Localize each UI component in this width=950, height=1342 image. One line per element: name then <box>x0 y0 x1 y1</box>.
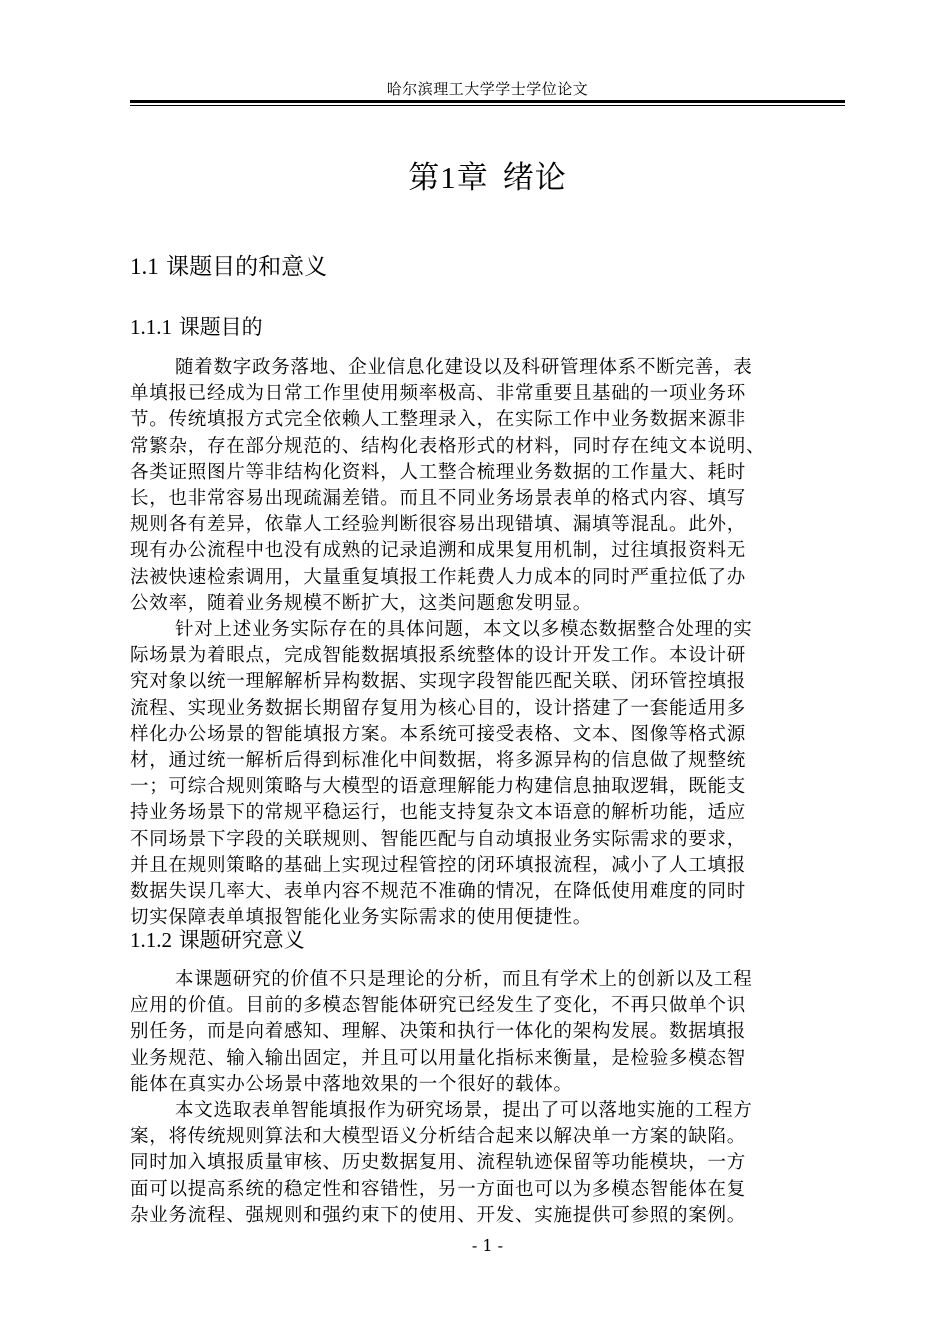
paragraph-line: 法被快速检索调用，大量重复填报工作耗费人力成本的同时严重拉低了办 <box>130 566 747 588</box>
paragraph-line: 别任务，而是向着感知、理解、决策和执行一体化的架构发展。数据填报 <box>130 1021 747 1043</box>
paragraph-line: 单填报已经成为日常工作里使用频率极高、非常重要且基础的一项业务环 <box>130 383 747 405</box>
paragraph-line: 长，也非常容易出现疏漏差错。而且不同业务场景表单的格式内容、填写 <box>130 487 747 509</box>
paragraph-line: 究对象以统一理解解析异构数据、实现字段智能匹配关联、闭环管控填报 <box>130 671 747 693</box>
section-heading-1-1-2 <box>130 924 305 954</box>
chapter-name: 绪论 <box>502 160 567 196</box>
paragraph-line: 能体在真实办公场景中落地效果的一个很好的载体。 <box>130 1073 573 1095</box>
paragraph-line: 同时加入填报质量审核、历史数据复用、流程轨迹保留等功能模块，一方 <box>130 1152 747 1174</box>
paragraph-line: 本文选取表单智能填报作为研究场景，提出了可以落地实施的工程方 <box>175 1100 753 1121</box>
section-title: 课题目的和意义 <box>166 254 328 280</box>
paragraph-line: 样化办公场景的智能填报方案。本系统可接受表格、文本、图像等格式源 <box>130 723 747 745</box>
section-title: 课题目的 <box>178 315 263 339</box>
paragraph-line: 案，将传统规则算法和大模型语义分析结合起来以解决单一方案的缺陷。 <box>130 1126 747 1148</box>
paragraph-line: 一；可综合规则策略与大模型的语意理解能力构建信息抽取逻辑，既能支 <box>130 776 747 798</box>
paragraph-line: 切实保障表单填报智能化业务实际需求的使用便捷性。 <box>130 907 593 929</box>
paragraph-line: 各类证照图片等非结构化资料，人工整合梳理业务数据的工作量大、耗时 <box>130 461 747 483</box>
header-rule-thick <box>130 100 845 103</box>
paragraph-purpose-1 <box>130 355 845 617</box>
paragraph-line: 际场景为着眼点，完成智能数据填报系统整体的设计开发工作。本设计研 <box>130 645 747 667</box>
paragraph-line: 公效率，随着业务规模不断扩大，这类问题愈发明显。 <box>130 592 593 614</box>
paragraph-line: 常繁杂，存在部分规范的、结构化表格形式的材料，同时存在纯文本说明、 <box>130 435 766 457</box>
section-number: 1.1.2 <box>130 928 172 952</box>
chapter-title <box>130 152 845 197</box>
paragraph-line: 持业务场景下的常规平稳运行，也能支持复杂文本语意的解析功能，适应 <box>130 802 747 824</box>
paragraph-line: 节。传统填报方式完全依赖人工整理录入，在实际工作中业务数据来源非 <box>130 409 747 431</box>
paragraph-line: 规则各有差异，依靠人工经验判断很容易出现错填、漏填等混乱。此外， <box>130 514 747 536</box>
chapter-label: 第1章 <box>408 160 489 195</box>
running-header: 哈尔滨理工大学学士学位论文 <box>386 80 589 98</box>
section-number: 1.1 <box>130 254 159 279</box>
paragraph-line: 本课题研究的价值不只是理论的分析，而且有学术上的创新以及工程 <box>175 969 753 990</box>
paragraph-line: 材，通过统一解析后得到标准化中间数据，将多源异构的信息做了规整统 <box>130 749 747 771</box>
section-heading-1-1 <box>130 248 327 281</box>
paragraph-line: 随着数字政务落地、企业信息化建设以及科研管理体系不断完善，表 <box>175 357 753 378</box>
header-rule-thin <box>130 105 845 106</box>
paragraph-line: 业务规范、输入输出固定，并且可以用量化指标来衡量，是检验多模态智 <box>130 1047 747 1069</box>
paragraph-significance-2 <box>130 1098 845 1229</box>
paragraph-line: 针对上述业务实际存在的具体问题，本文以多模态数据整合处理的实 <box>175 619 753 640</box>
paragraph-purpose-2 <box>130 617 845 931</box>
paragraph-line: 应用的价值。目前的多模态智能体研究已经发生了变化，不再只做单个识 <box>130 995 747 1017</box>
section-number: 1.1.1 <box>130 315 172 339</box>
paragraph-significance-1 <box>130 967 845 1098</box>
page-number: - 1 - <box>471 1236 504 1255</box>
paragraph-line: 现有办公流程中也没有成熟的记录追溯和成果复用机制，过往填报资料无 <box>130 540 747 562</box>
section-heading-1-1-1 <box>130 311 263 341</box>
paragraph-line: 并且在规则策略的基础上实现过程管控的闭环填报流程，减小了人工填报 <box>130 854 747 876</box>
paragraph-line: 面可以提高系统的稳定性和容错性，另一方面也可以为多模态智能体在复 <box>130 1178 747 1200</box>
paragraph-line: 杂业务流程、强规则和强约束下的使用、开发、实施提供可参照的案例。 <box>130 1204 747 1226</box>
paragraph-line: 数据失误几率大、表单内容不规范不准确的情况，在降低使用难度的同时 <box>130 880 747 902</box>
section-title: 课题研究意义 <box>178 928 305 952</box>
paragraph-line: 不同场景下字段的关联规则、智能匹配与自动填报业务实际需求的要求， <box>130 828 747 850</box>
paragraph-line: 流程、实现业务数据长期留存复用为核心目的，设计搭建了一套能适用多 <box>130 697 747 719</box>
